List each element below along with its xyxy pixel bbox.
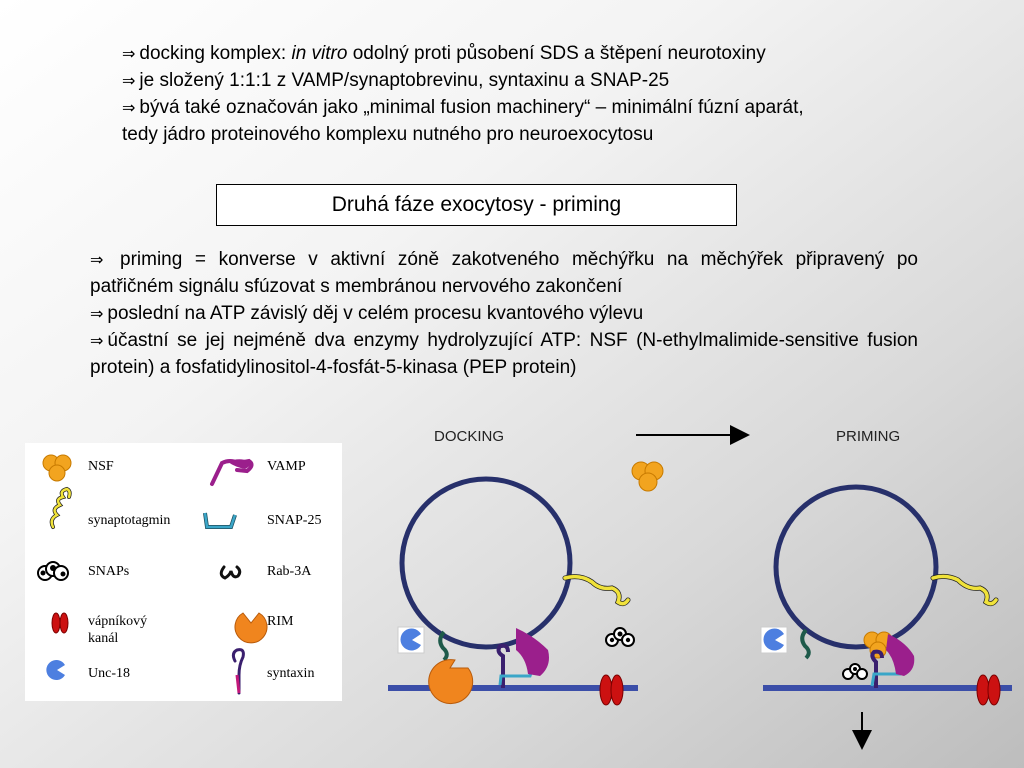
priming-panel: [761, 487, 1012, 746]
legend-ca-channel-label-1: vápníkový: [88, 614, 148, 629]
priming-paragraph-2: ⇒ poslední na ATP závislý děj v celém procesu kvantového výlevu: [90, 303, 644, 324]
docking-line-1: ⇒ docking komplex: in vitro odolný proti působení SDS a štěpení neurotoxiny: [122, 43, 766, 64]
priming-label: PRIMING: [836, 428, 901, 445]
phase-title: Druhá fáze exocytosy - priming: [216, 184, 737, 226]
priming-paragraph-1: ⇒ priming = konverse v aktivní zóně zakotveného měchýřku na měchýřek připravený po patřičném signálu sfúzovat s membránou nervového zakončení: [90, 249, 918, 297]
implies-arrow-icon: ⇒: [122, 98, 136, 117]
nsf-free-icon: [632, 462, 663, 491]
docking-label: DOCKING: [434, 428, 505, 445]
docking-line-2: ⇒ je složený 1:1:1 z VAMP/synaptobrevinu, syntaxinu a SNAP-25: [122, 70, 670, 91]
implies-arrow-icon: ⇒: [90, 304, 104, 323]
calcium-channel-docking-icon: [600, 675, 623, 705]
docking-panel: [388, 462, 663, 705]
legend-synaptotagmin-label: synaptotagmin: [88, 513, 171, 528]
calcium-channel-priming-icon: [977, 675, 1000, 705]
legend-rim-label: RIM: [267, 614, 294, 629]
implies-arrow-icon: ⇒: [90, 250, 104, 269]
docking-line-3: ⇒ bývá také označován jako „minimal fusion machinery“ – minimální fúzní aparát,: [122, 97, 804, 118]
snaps-docking-icon: [606, 628, 634, 646]
vamp-priming-icon: [886, 634, 914, 676]
implies-arrow-icon: ⇒: [122, 44, 136, 63]
legend-rab3a-label: Rab-3A: [267, 564, 312, 579]
snaps-priming-icon: [843, 664, 867, 679]
unc18-priming-icon: [761, 627, 787, 653]
implies-arrow-icon: ⇒: [122, 71, 136, 90]
legend-ca-channel-label-2: kanál: [88, 631, 119, 646]
unc18-docking-icon: [398, 627, 424, 653]
docking-line-4: tedy jádro proteinového komplexu nutného pro neuroexocytosu: [122, 124, 654, 145]
legend-syntaxin-label: syntaxin: [267, 666, 315, 681]
rab3a-priming-icon: [802, 630, 809, 658]
vesicle-docking: [402, 479, 570, 647]
implies-arrow-icon: ⇒: [90, 331, 104, 350]
vesicle-priming: [776, 487, 936, 647]
priming-paragraph-3: ⇒ účastní se jej nejméně dva enzymy hydrolyzující ATP: NSF (N-ethylmalimide-sensitive fusion protein) a fosfatidylinositol-4-fosfát-5-kinasa (PEP protein): [90, 330, 918, 378]
legend-unc18-label: Unc-18: [88, 666, 130, 681]
legend-snap25-label: SNAP-25: [267, 513, 322, 528]
legend-vamp-label: VAMP: [267, 459, 306, 474]
legend-nsf-label: NSF: [88, 459, 114, 474]
legend-snaps-label: SNAPs: [88, 564, 130, 579]
synaptotagmin-docking-icon: [565, 577, 628, 604]
rim-docking-icon: [429, 660, 473, 704]
synaptotagmin-priming-icon: [933, 576, 996, 603]
